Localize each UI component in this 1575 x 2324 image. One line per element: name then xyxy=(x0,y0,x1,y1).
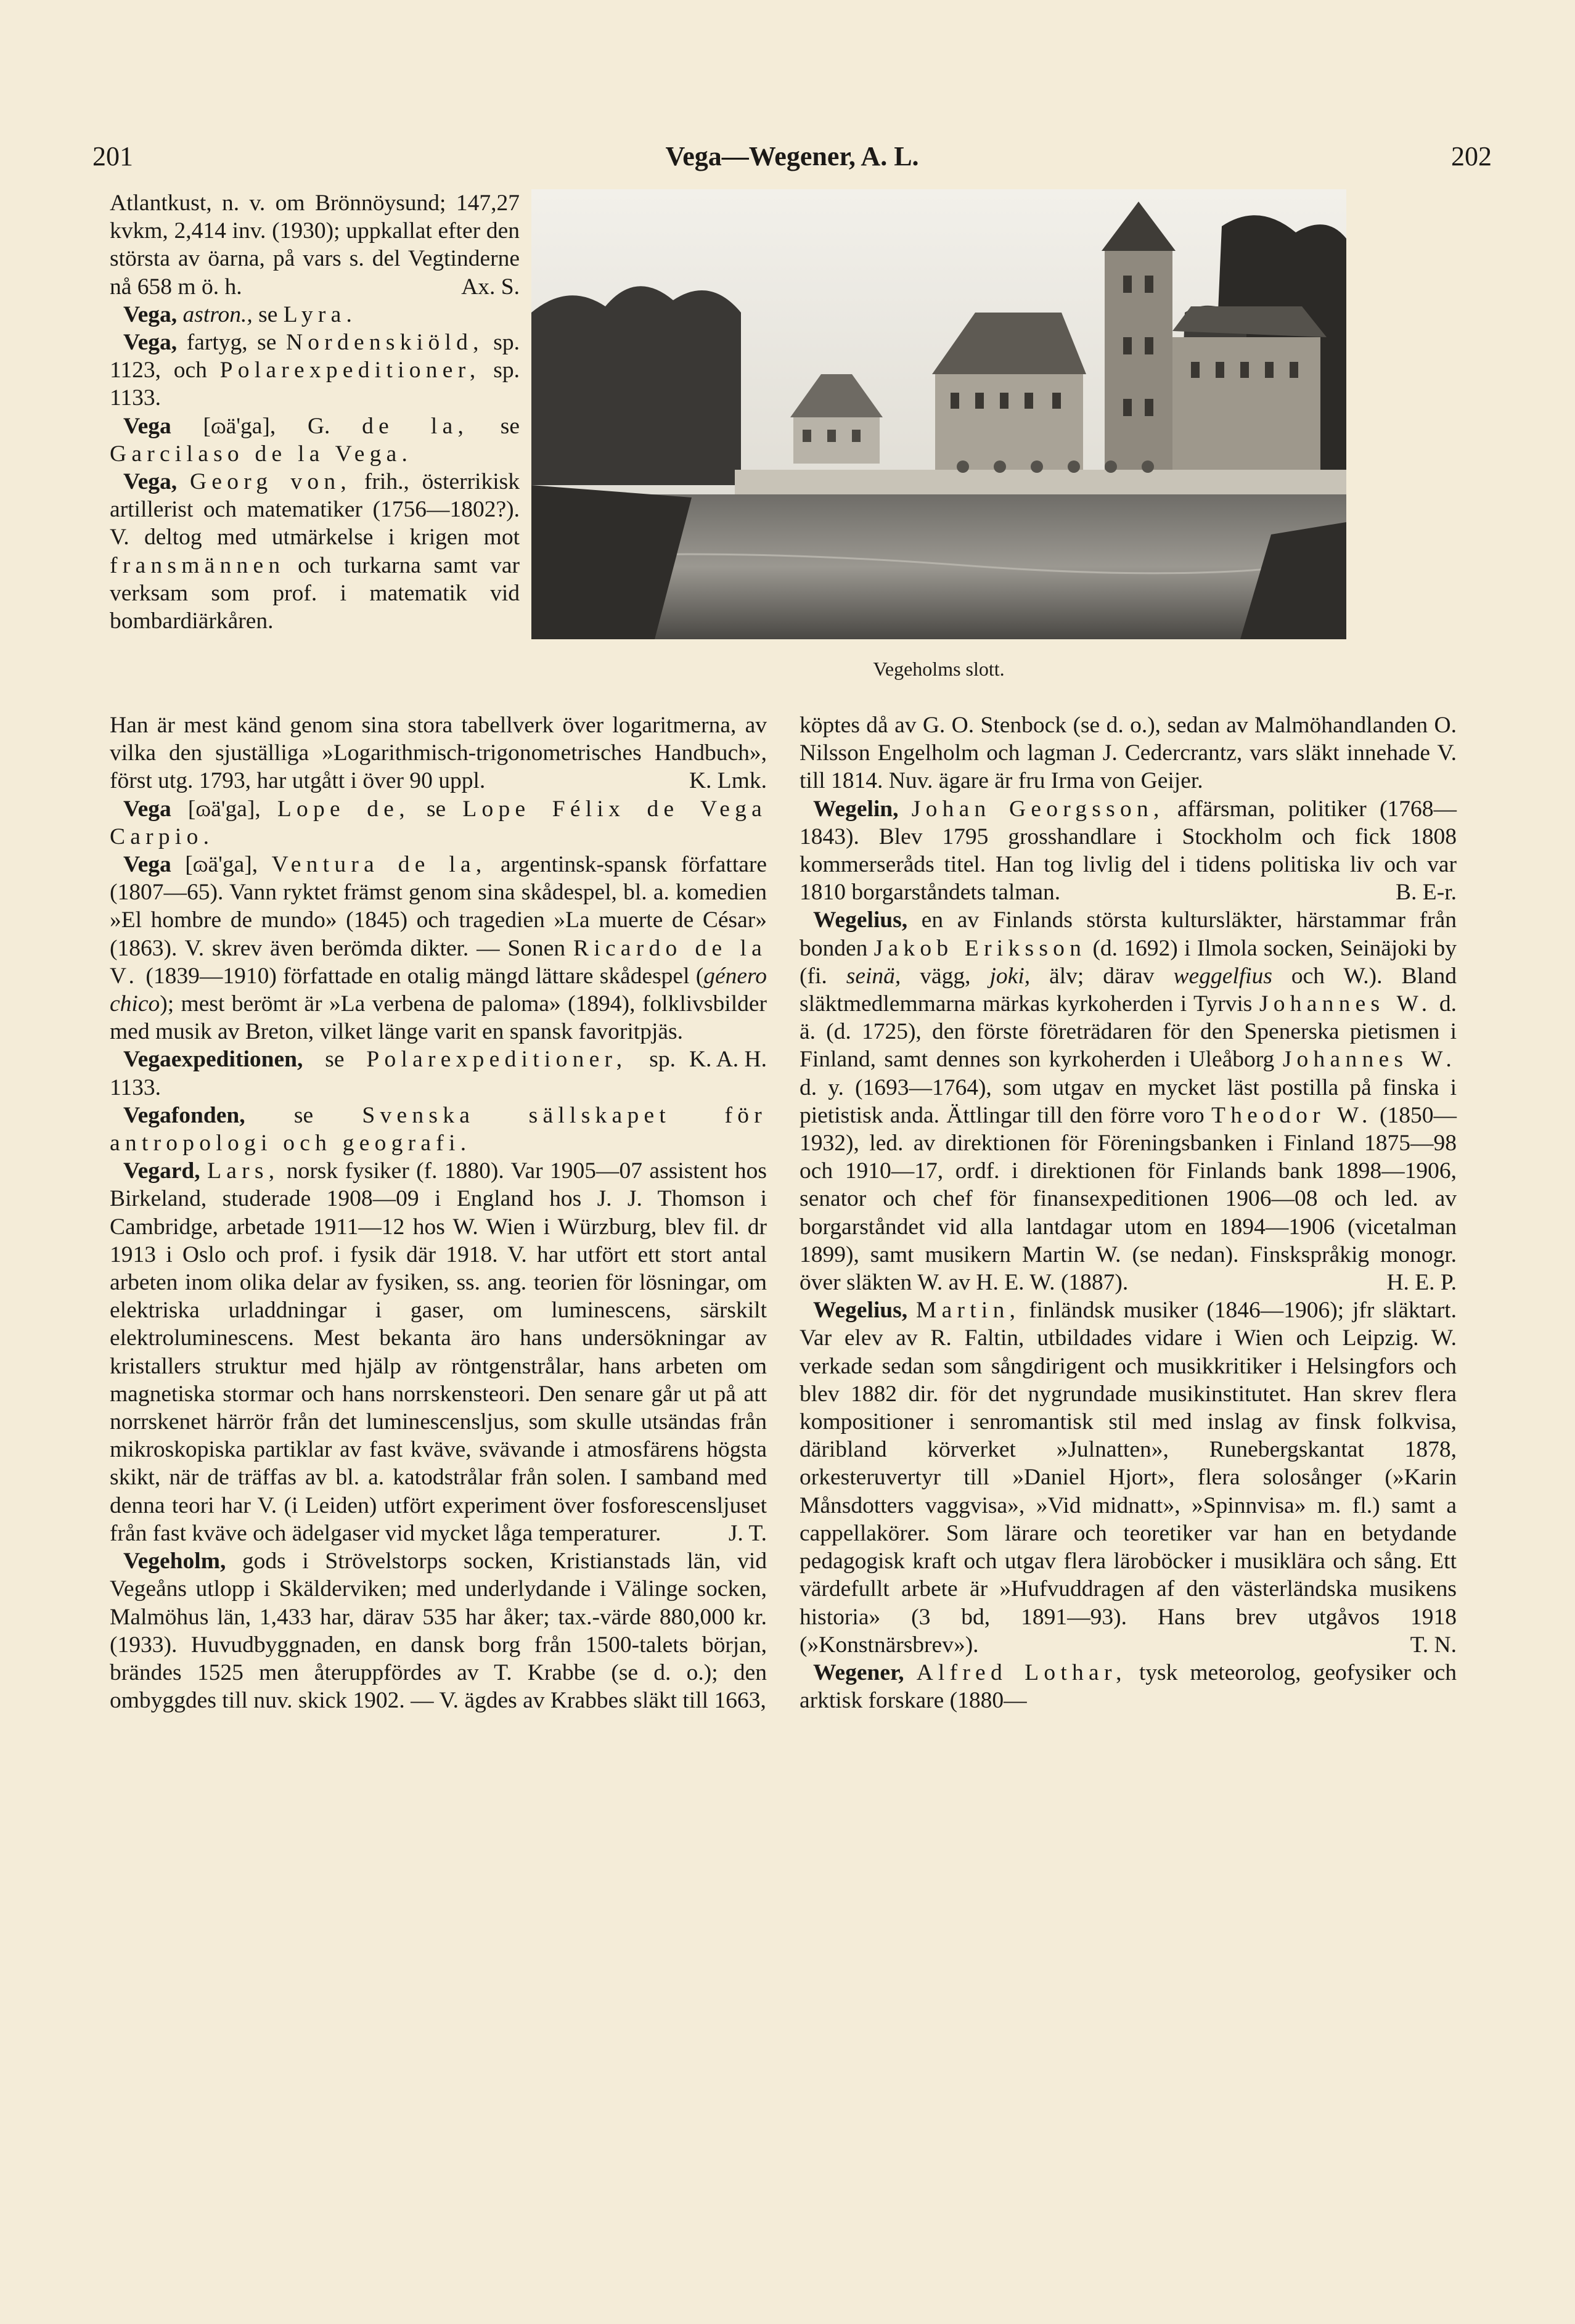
entry-wegelius-family: Wegelius, en av Finlands största kultursläkter, härstammar från bonden Jakob Eriksson (d. 1692) i Ilmola socken, Seinäjoki by (fi. seinä, vägg, joki, älv; därav weggelfius och W.). Bland släktmedlemmarna märkas kyrkoherden i Tyrvis Johannes W. d. ä. (d. 1725), den förste företrädaren för den Spenerska pietismen i Finland, samt dennes son kyrkoherden i Uleåborg Johannes W. d. y. (1693—1764), som utgav en mycket läst postilla på finska i pietistisk anda. Ättlingar till den förre voro Theodor W. (1850—1932), led. av direktionen för Föreningsbanken i Finland 1875—98 och 1910—17, ordf. i direktionen för Finlands bank 1898—1906, senator och chef för finansexpeditionen 1906—08 och led. av borgarståndet vid alla lantdagar utom en 1894—1906 (vicetalman 1899), samt musikern Martin W. (se nedan). Finskspråkig monogr. över släkten W. av H. E. W. (1887). H. E. P. xyxy=(800,906,1457,1296)
entry-headword: Vega, xyxy=(123,301,178,327)
page-number-right: 202 xyxy=(1451,141,1492,171)
entry-vega-georg: Vega, Georg von, frih., österrikisk artillerist och matematiker (1756—1802?). V. deltog med utmärkelse i krigen mot fransmännen och turkarna samt var verksam som prof. i matematik vid bombardiärkåren. xyxy=(110,469,520,634)
entry-vega-lope: Vega [ɷä'ga], Lope de, se Lope Félix de Vega Carpio. xyxy=(110,796,767,849)
cross-reference: Svenska sällskapet för antropologi och geografi. xyxy=(110,1102,767,1156)
entry-wegelin: Wegelin, Johan Georgsson, affärsman, politiker (1768—1843). Blev 1795 grosshandlare i Stockholm och fick 1808 kommerseråds titel. Han tog livlig del i tidens politiska liv och var 1810 borgarståndets talman. B. E-r. xyxy=(800,795,1457,907)
cross-reference: Nordenskiöld, xyxy=(285,330,484,356)
signature: K. A. H. xyxy=(689,1047,767,1073)
signature: B. E-r. xyxy=(1396,880,1457,906)
entry-wegelius-martin: Wegelius, Martin, finländsk musiker (1846—1906); jfr släktart. Var elev av R. Faltin, utbildades vidare i Wien och Leipzig. W. verkade sedan som sångdirigent och musikkritiker i Helsingfors och blev 1882 dir. för det nygrundade musikinstitutet. Han skrev flera kompositioner i senromantisk stil med inslag av finsk folkvisa, däribland körverket »Julnatten», Runebergskantat 1878, orkesteruvertyr till »Daniel Hjort», flera solosånger (»Karin Månsdotters vaggvisa», »Vid midnatt», »Spinnvisa» m. fl.) samt a cappellakörer. Som lärare och teoretiker var han en betydande pedagogisk kraft och utgav flera läroböcker i musiklära och sång. Ett värdefullt arbete är »Hufvuddragen af den västerländska musikens historia» (3 bd, 1891—93). Hans brev utgåvos 1918 (»Konstnärsbrev»). T. N. xyxy=(800,1296,1457,1659)
entry-headword: Wegener, xyxy=(813,1659,904,1685)
cross-reference: Polarexpeditioner, xyxy=(219,358,481,383)
entry-vegeholm-continuation: köptes då av G. O. Stenbock (se d. o.), sedan av Malmöhandlanden O. Nilsson Engelholm och lagman J. Cedercrantz, vars släkt innehade V. till 1814. Nuv. ägare är fru Irma von Geijer. xyxy=(800,713,1457,794)
right-column xyxy=(800,711,1457,1714)
entry-vega-astron: Vega, astron., se Lyra. xyxy=(123,301,358,327)
cross-reference: Polarexpeditioner, xyxy=(366,1047,628,1073)
left-column-top xyxy=(110,189,520,635)
entry-headword: Vega xyxy=(123,852,171,878)
page-number-left: 201 xyxy=(92,141,133,171)
cross-reference: Lyra. xyxy=(283,301,358,327)
entry-continuation-vega-island: Atlantkust, n. v. om Brönnöysund; 147,27 kvkm, 2,414 inv. (1930); uppkallat efter den största av öarna, på vars s. del Vegtinderne nå 658 m ö. h. Ax. S. xyxy=(110,189,520,301)
entry-vegeholm: Vegeholm, gods i Strövelstorps socken, Kristianstads län, vid Vegeåns utlopp i Skälderviken; med underlydande i Välinge socken, Malmöhus län, 1,433 har, därav 535 har åker; tax.-värde 880,000 kr. (1933). Huvudbyggnaden, en dansk borg från 1500-talets början, brändes 1525 men återuppfördes av T. Krabbe (se d. o.); den ombyggdes till nuv. skick 1902. — V. ägdes av Krabbes släkt till 1663, xyxy=(110,1549,767,1714)
entry-headword: Wegelius, xyxy=(813,1298,908,1324)
entry-headword: Vegard, xyxy=(123,1158,200,1184)
page-header xyxy=(92,141,1492,178)
vegeholm-castle-photo xyxy=(531,189,1346,639)
entry-headword: Vegeholm, xyxy=(123,1549,226,1574)
entry-headword: Wegelin, xyxy=(813,796,899,822)
signature: K. Lmk. xyxy=(689,768,767,794)
castle-photo-image xyxy=(531,189,1346,639)
entry-headword: Wegelius, xyxy=(813,907,908,933)
entry-headword: Vega, xyxy=(123,469,178,495)
entry-vegafonden: Vegafonden, se Svenska sällskapet för antropologi och geografi. xyxy=(110,1102,767,1156)
entry-vegaexpeditionen: Vegaexpeditionen, se Polarexpeditioner, sp. 1133. xyxy=(110,1047,676,1100)
entry-headword: Vega, xyxy=(123,330,178,356)
signature: J. T. xyxy=(728,1520,767,1546)
entry-vega-fartyg: Vega, fartyg, se Nordenskiöld, sp. 1123, och Polarexpeditioner, sp. 1133. xyxy=(110,330,520,411)
signature: H. E. P. xyxy=(1386,1270,1457,1296)
signature: Ax. S. xyxy=(461,274,520,300)
signature: T. N. xyxy=(1410,1632,1457,1658)
entry-vega-georg-continuation: Han är mest känd genom sina stora tabellverk över logaritmerna, av vilka den sjuställiga »Logarithmisch-trigonometrisches Handbuch», först utg. 1793, har utgått i över 90 uppl. K. Lmk. xyxy=(110,711,767,795)
entry-vega-g-de-la: Vega [ɷä'ga], G. de la, se Garcilaso de la Vega. xyxy=(110,413,520,467)
cross-reference: Lope Félix de Vega Carpio. xyxy=(110,796,767,849)
left-column xyxy=(110,711,767,1714)
entry-vegard: Vegard, Lars, norsk fysiker (f. 1880). Var 1905—07 assistent hos Birkeland, studerade 1908—09 i England hos J. J. Thomson i Cambridge, arbetade 1911—12 hos W. Wien i Würzburg, blev fil. dr 1913 i Oslo och prof. i fysik där 1918. V. har utfört ett stort antal arbeten inom olika delar av fysiken, ss. ang. teorien för lösningar, om elektriska urladdningar i gaser, om luminescens, särskilt elektroluminescens. Mest bekanta äro hans undersökningar av kristallers struktur med hjälp av röntgenstrålar, hans arbeten om magnetiska stormar och hans norrskensteori. Den senare går ut på att norrskenet härrör från det luminescensljus, som skulle utsändas från mikroskopiska partiklar av fast kväve, svävande i atmosfärens högsta skikt, när de träffas av bl. a. katodstrålar från solen. I samband med denna teori har V. (i Leiden) utfört experiment över fosforescensljuset från fast kväve och ädelgaser vid mycket låga temperaturer. J. T. xyxy=(110,1157,767,1547)
cross-reference: Garcilaso de la Vega. xyxy=(110,441,413,467)
photo-caption: Vegeholms slott. xyxy=(873,658,1005,680)
entry-headword: Vega xyxy=(123,796,171,822)
running-head: Vega—Wegener, A. L. xyxy=(665,141,919,171)
entry-vega-ventura: Vega [ɷä'ga], Ventura de la, argentinsk-spansk författare (1807—65). Vann ryktet främst genom sina skådespel, bl. a. komedien »El hombre de mundo» (1845) och tragedien »La muerte de César» (1863). V. skrev även berömda dikter. — Sonen Ricardo de la V. (1839—1910) författade en otalig mängd lättare skådespel (género chico); mest berömt är »La verbena de paloma» (1894), folklivsbilder med musik av Breton, vilket länge varit en spansk favoritpjäs. K. A. H. xyxy=(110,851,767,1045)
entry-headword: Vegaexpeditionen, xyxy=(123,1047,303,1073)
entry-wegener: Wegener, Alfred Lothar, tysk meteorolog, geofysiker och arktisk forskare (1880— xyxy=(800,1659,1457,1714)
entry-headword: Vega xyxy=(123,413,171,439)
entry-headword: Vegafonden, xyxy=(123,1102,245,1128)
